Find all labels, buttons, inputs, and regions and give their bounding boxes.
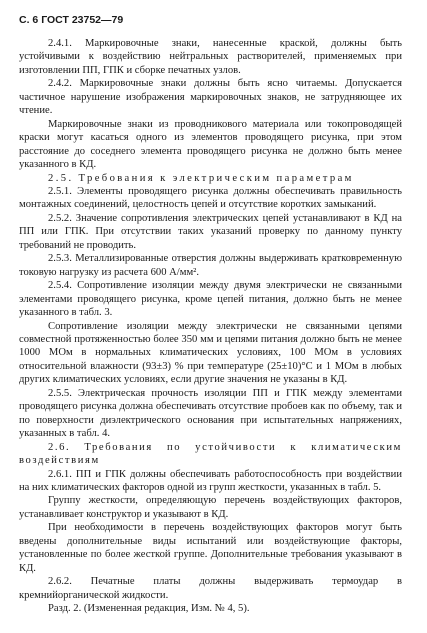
paragraph-hardness-group: Группу жесткости, определяющую перечень воздействующих факторов, устанавливает конструктор и указывают в КД. xyxy=(19,495,402,520)
paragraph-2-4-2: 2.4.2. Маркировочные знаки должны быть ясно читаемы. Допускается частичное нарушение изображения маркировочных знаков, не затрудняющее их чтение. xyxy=(19,78,402,117)
paragraph-revision-note: Разд. 2. (Измененная редакция, Изм. № 4, 5). xyxy=(48,603,250,615)
paragraph-2-5-1: 2.5.1. Элементы проводящего рисунка должны обеспечивать правильность монтажных соединений, целостность цепей и отсутствие коротких замыканий. xyxy=(19,185,402,211)
paragraph-2-5-5: 2.5.5. Электрическая прочность изоляции ПП и ГПК между элементами проводящего рисунка должна обеспечивать отсутствие пробоев как по объему, так и по поверхности диэлектрического основания при испытательных напряжениях, указанных в табл. 4. xyxy=(19,387,402,440)
paragraph-2-6-1: 2.6.1. ПП и ГПК должны обеспечивать работоспособность при воздействии на них климатических факторов одной из групп жесткости, указанных в табл. 5. xyxy=(19,468,402,493)
section-heading-2-6: 2.6. Требования по устойчивости к климатическим воздействиям xyxy=(19,441,402,467)
paragraph-insulation-resistance: Сопротивление изоляции между электрически не связанными цепями совместной протяженностью более 350 мм и цепями питания должно быть не менее 1000 МОм в нормальных климатических условиях, 100 МОм в условиях относительной влажности (93±3) % при температуре (25±10)°С и 1 МОм в любых других климатических условиях, если другие значения не указаны в КД. xyxy=(19,320,402,386)
document-page xyxy=(19,14,402,615)
paragraph-2-4-1: 2.4.1. Маркировочные знаки, нанесенные краской, должны быть устойчивыми к воздействию нейтральных растворителей, применяемых при изготовлении ПП, ГПК и сборке печатных узлов. xyxy=(19,38,402,76)
page-header xyxy=(19,14,402,30)
page-number: С. 6 xyxy=(19,14,39,26)
paragraph-2-5-4: 2.5.4. Сопротивление изоляции между двумя электрически не связанными элементами проводящего рисунка, кроме цепей питания, должно быть не менее указанного в табл. 3. xyxy=(19,280,402,319)
paragraph-2-5-3: 2.5.3. Металлизированные отверстия должны выдерживать кратковременную токовую нагрузку из расчета 600 А/мм². xyxy=(19,253,402,278)
standard-number: ГОСТ 23752—79 xyxy=(41,14,124,26)
paragraph-marking-conductive: Маркировочные знаки из проводникового материала или токопроводящей краски могут касаться одного из элементов проводящего рисунка, при этом расстояние до соседнего элемента проводящего рисунка не должно быть менее указанного в КД. xyxy=(19,118,402,171)
section-heading-2-5: 2.5. Требования к электрическим параметрам xyxy=(48,172,354,184)
paragraph-2-6-2: 2.6.2. Печатные платы должны выдерживать термоудар в кремнийорганической жидкости. xyxy=(19,576,402,601)
paragraph-additional-factors: При необходимости в перечень воздействующих факторов могут быть введены дополнительные виды испытаний или воздействующие факторы, установленные по более жесткой группе. Дополнительные требования указывают в КД. xyxy=(19,522,402,574)
paragraph-2-5-2: 2.5.2. Значение сопротивления электрических цепей устанавливают в КД на ПП или ГПК. При отсутствии таких указаний проверку по данному пункту требований не проводить. xyxy=(19,212,402,251)
